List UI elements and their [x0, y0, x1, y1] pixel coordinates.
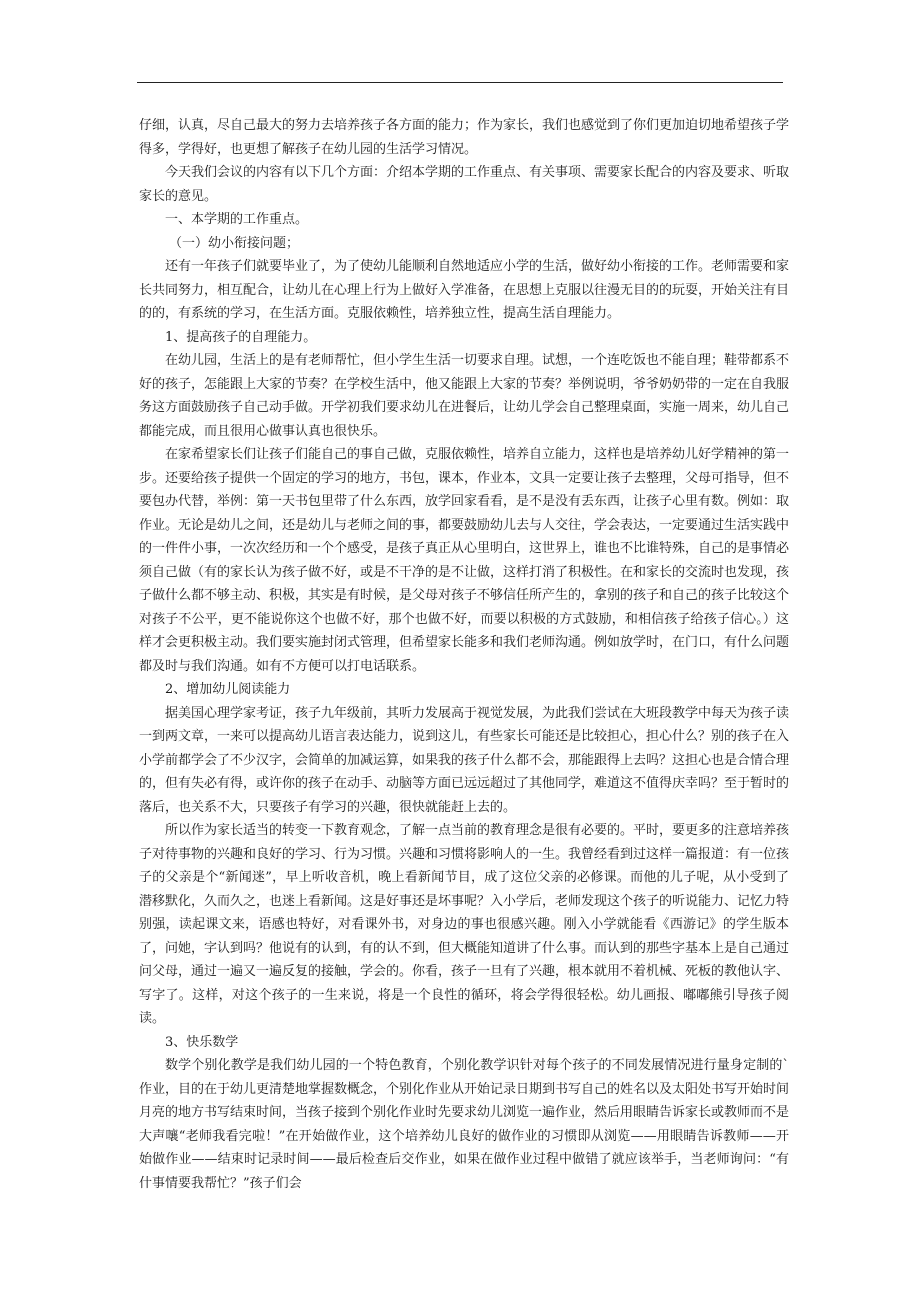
paragraph-reading: 据美国心理学家考证，孩子九年级前，其听力发展高于视觉发展，为此我们尝试在大班段教学中每天为孩子读一到两文章，一来可以提高幼儿语言表达能力，说到这儿，有些家长可能还是比较担心，担心什么？别的孩子在入小学前都学会了不少汉字，会简单的加减运算，如果我的孩子什么都不会，那能跟得上去吗？这担心也是合情合理的，但有失必有得，或许你的孩子在动手、动脑等方面已远远超过了其他同学，难道这不值得庆幸吗？至于暂时的落后，也关系不大，只要孩子有学习的兴趣，很快就能赶上去的。: [139, 705, 790, 815]
item-heading-reading: 2、增加幼儿阅读能力: [165, 682, 291, 697]
section-heading-work-focus: 一、本学期的工作重点。: [165, 212, 309, 227]
subsection-heading-transition: （一）幼小衔接问题；: [169, 235, 300, 251]
paragraph-meeting-agenda: 今天我们会议的内容有以下几个方面：介绍本学期的工作重点、有关事项、需要家长配合的内容及要求、听取家长的意见。: [139, 165, 790, 204]
paragraph-self-care: 在幼儿园，生活上的是有老师帮忙，但小学生生活一切要求自理。试想，一个连吃饭也不能自理；鞋带都系不好的孩子，怎能跟上大家的节奏？在学校生活中，他又能跟上大家的节奏？举例说明，爷爷奶奶带的一定在自我服务这方面鼓励孩子自己动手做。开学初我们要求幼儿在进餐后，让幼儿学会自己整理桌面，实施一周来，幼儿自己都能完成，而且很用心做事认真也很快乐。: [139, 353, 790, 439]
document-body: [139, 114, 789, 1195]
item-heading-math: 3、快乐数学: [165, 1034, 239, 1050]
paragraph-math: 数学个别化教学是我们幼儿园的一个特色教育，个别化教学识针对每个孩子的不同发展情况进行量身定制的`作业，目的在于幼儿更清楚地掌握数概念，个别化作业从开始记录日期到书写自己的姓名以及太阳处书写开始时间月亮的地方书写结束时间，当孩子接到个别化作业时先要求幼儿浏览一遍作业，然后用眼睛告诉家长或教师而不是大声嚷“老师我看完啦！”在开始做作业，这个培养幼儿良好的做作业的习惯即从浏览——用眼睛告诉教师——开始做作业——结束时记录时间——最后检查后交作业，如果在做作业过程中做错了就应该举手，当老师询问：“有什事情要我帮忙？”孩子们会: [139, 1058, 790, 1191]
paragraph-home-independence: 在家希望家长们让孩子们能自己的事自己做，克服依赖性，培养自立能力，这样也是培养幼儿好学精神的第一步。还要给孩子提供一个固定的学习的地方，书包，课本，作业本，文具一定要让孩子去整理，父母可指导，但不要包办代替，举例：第一天书包里带了什么东西，放学回家看看，是不是没有丢东西，让孩子心里有数。例如：取作业。无论是幼儿之间，还是幼儿与老师之间的事，都要鼓励幼儿去与人交往，学会表达，一定要通过生活实践中的一件件小事，一次次经历和一个个感受，是孩子真正从心里明白，这世界上，谁也不比谁特殊，自己的是事情必须自己做（有的家长认为孩子做不好，或是不干净的是不让做，这样打消了积极性。在和家长的交流时也发现，孩子做什么都不够主动、积极，其实是有时候，是父母对孩子不够信任所产生的，拿别的孩子和自己的孩子比较这个对孩子不公平，更不能说你这个也做不好，那个也做不好，而要以积极的方式鼓励，和相信孩子给孩子信心。）这样才会更积极主动。我们要实施封闭式管理，但希望家长能多和我们老师沟通。例如放学时，在门口，有什么问题都及时与我们沟通。如有不方便可以打电话联系。: [139, 447, 790, 674]
paragraph-continuation: 仔细，认真，尽自己最大的努力去培养孩子各方面的能力；作为家长，我们也感觉到了你们更加迫切地希望孩子学得多，学得好，也更想了解孩子在幼儿园的生活学习情况。: [139, 118, 790, 157]
paragraph-education-concept: 所以作为家长适当的转变一下教育观念，了解一点当前的教育理念是很有必要的。平时，要更多的注意培养孩子对待事物的兴趣和良好的学习、行为习惯。兴趣和习惯将影响人的一生。我曾经看到过这样一篇报道：有一位孩子的父亲是个“新闻迷”，早上听收音机，晚上看新闻节目，成了这位父亲的必修课。而他的儿子呢，从小受到了潜移默化，久而久之，也迷上看新闻。这是好事还是坏事呢？入小学后，老师发现这个孩子的听说能力、记忆力特别强，读起课文来，语感也特好，对看课外书，对身边的事也很感兴趣。刚入小学就能看《西游记》的学生版本了，问她，字认到吗？他说有的认到，有的认不到，但大概能知道讲了什么事。而认到的那些字基本上是自己通过问父母，通过一遍又一遍反复的接触，学会的。你看，孩子一旦有了兴趣，根本就用不着机械、死板的教他认字、写字了。这样，对这个孩子的一生来说，将是一个良性的循环，将会学得很轻松。幼儿画报、嘟嘟熊引导孩子阅读。: [139, 823, 790, 1026]
item-heading-self-care: 1、提高孩子的自理能力。: [165, 329, 317, 345]
header-rule: [137, 82, 783, 83]
paragraph-transition: 还有一年孩子们就要毕业了，为了使幼儿能顺利自然地适应小学的生活，做好幼小衔接的工作。老师需要和家长共同努力，相互配合，让幼儿在心理上行为上做好入学准备，在思想上克服以往漫无目的的玩耍，开始关注有目的的，有系统的学习，在生活方面。克服依赖性，培养独立性，提高生活自理能力。: [139, 259, 790, 321]
